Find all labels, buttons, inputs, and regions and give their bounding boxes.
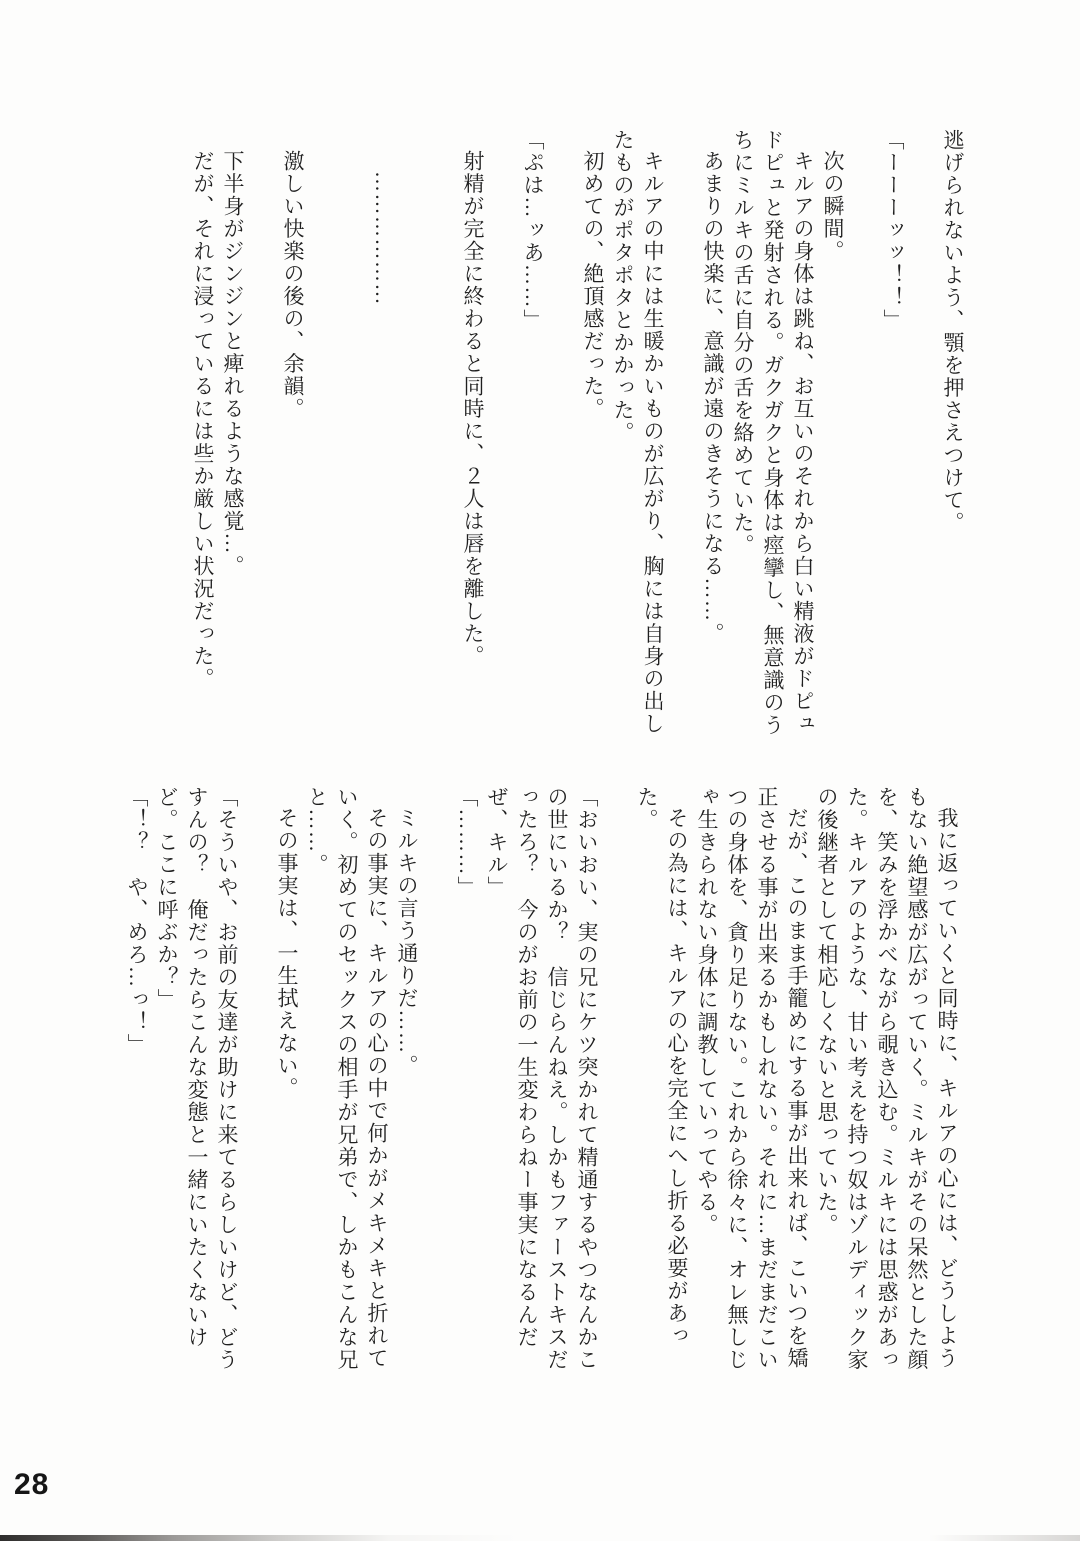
paragraph: その為には、キルアの心を完全にへし折る必要があった。	[635, 786, 689, 1347]
text-block-bottom	[122, 786, 962, 1390]
dialogue-line: 「ぷは…ッあ……」	[521, 129, 545, 332]
paragraph: 我に返っていくと同時に、キルアの心には、どうしようもない絶望感が広がっていく。ミルキがその呆然とした顔を、笑みを浮かべながら覗き込む。ミルキには思惑があった。キルアのような、甘い考えを持つ奴はゾルディック家の後継者として相応しくないと思っていた。	[815, 786, 959, 1371]
paragraph: その事実は、一生拭えない。	[275, 807, 299, 1100]
paragraph: 射精が完全に終わると同時に、２人は唇を離した。	[461, 150, 485, 668]
page-edge-shadow	[0, 1535, 1080, 1541]
text-block-top	[188, 129, 968, 741]
paragraph: だが、このまま手籠めにする事が出来れば、こいつを矯正させる事が出来るかもしれない。それに…まだまだこいつの身体を、貪り足りない。これから徐々に、オレ無しじゃ生きられない身体に調教していってやる。	[695, 786, 809, 1371]
dialogue-line: 「ーーーッッ！！」	[881, 129, 905, 332]
paragraph: 逃げられないよう、顎を押さえつけて。	[941, 129, 965, 534]
dialogue-line: 「！？ や、めろ…っ！」	[125, 786, 149, 1056]
paragraph: 下半身がジンジンと痺れるような感覚…。	[221, 150, 245, 578]
paragraph: 次の瞬間。	[821, 150, 845, 263]
dialogue-line: 「おいおい、実の兄にケツ突かれて精通するやつなんかこの世にいるか？ 信じらんねえ。しかもファーストキスだったろ？ 今のがお前の一生変わらねー事実になるんだぜ、キル」	[485, 786, 599, 1371]
dialogue-line: 「………」	[455, 786, 479, 899]
paragraph: ミルキの言う通りだ……。	[395, 807, 419, 1077]
paragraph: その事実に、キルアの心の中で何かがメキメキと折れていく。初めてのセックスの相手が兄弟で、しかもこんな兄と……。	[305, 786, 389, 1371]
paragraph: あまりの快楽に、意識が遠のきそうになる……。	[701, 150, 725, 645]
page-number: 28	[14, 1468, 50, 1501]
paragraph: だが、それに浸っているには些か厳しい状況だった。	[191, 150, 215, 690]
paragraph: 激しい快楽の後の、余韻。	[281, 150, 305, 420]
paragraph: キルアの中には生暖かいものが広がり、胸には自身の出したものがポタポタとかかった。	[611, 129, 665, 735]
paragraph: キルアの身体は跳ね、お互いのそれから白い精液がドピュドピュと発射される。ガクガクと身体は痙攣し、無意識のうちにミルキの舌に自分の舌を絡めていた。	[731, 129, 815, 737]
dialogue-line: 「そういや、お前の友達が助けに来てるらしいけど、どうすんの？ 俺だったらこんな変態と一緒にいたくないけど。ここに呼ぶか？」	[155, 786, 239, 1371]
paragraph: 初めての、絶頂感だった。	[581, 150, 605, 420]
ellipsis-line: ………………	[371, 171, 395, 306]
